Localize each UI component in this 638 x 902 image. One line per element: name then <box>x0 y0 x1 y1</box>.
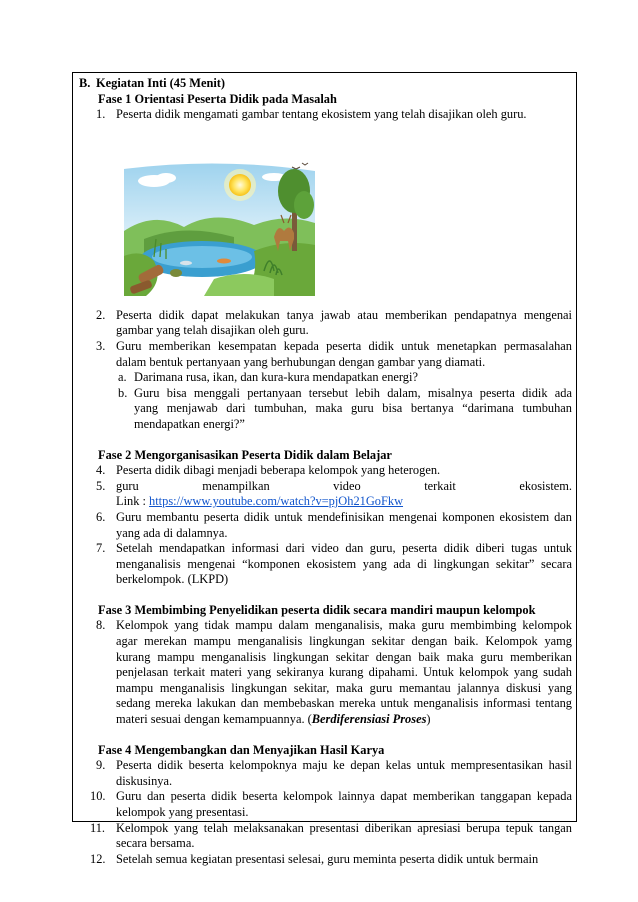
ecosystem-illustration <box>124 161 315 296</box>
sub-item-a: a. Darimana rusa, ikan, dan kura-kura mendapatkan energi? <box>118 370 418 385</box>
list-item-4: 4. Peserta didik dibagi menjadi beberapa kelompok yang heterogen. <box>96 463 441 478</box>
emphasis-text: Berdiferensiasi Proses <box>311 712 427 727</box>
list-item-9: 9. Peserta didik beserta kelompoknya maju ke depan kelas untuk mempresentasikan hasil diskusinya. <box>96 758 572 788</box>
list-item-10: 10. Guru dan peserta didik beserta kelompok lainnya dapat memberikan tanggapan kepada kelompok yang presentasi. <box>90 789 572 819</box>
list-item-11: 11. Kelompok yang telah melaksanakan presentasi diberikan apresiasi berupa tepuk tangan secara bersama. <box>90 820 572 851</box>
list-item-8: 8. Kelompok yang tidak mampu dalam menganalisis, maka guru membimbing kelompok agar merekan mampu menganalisis lingkungan sekitar dengan baik. Kelompok yamg kurang mampu menganalisis lingkungan sekitar dengan baik maka guru memberikan penjelasan terkait materi yang sekiranya kurang dipahami. Untuk kelompok yang sudah mampu menganalisis lingkungan sekitar, maka guru memantau jalannya diskusi yang sedang mereka lakukan dan membebaskan mereka untuk menganalisis informasi tentang materi sesuai dengan kemampuannya. (Berdiferensiasi Proses) <box>96 618 572 727</box>
section-label: B. <box>79 76 91 90</box>
video-link[interactable]: https://www.youtube.com/watch?v=pjOh21GoFkw <box>149 494 404 509</box>
section-title: Kegiatan Inti (45 Menit) <box>96 76 226 90</box>
list-item-1: 1. Peserta didik mengamati gambar tentang ekosistem yang telah disajikan oleh guru. <box>96 107 527 122</box>
list-item-12: 12. Setelah semua kegiatan presentasi selesai, guru meminta peserta didik untuk bermain <box>90 851 539 866</box>
fase3-title: Fase 3 Membimbing Penyelidikan peserta didik secara mandiri maupun kelompok <box>98 602 536 617</box>
kegiatan-content <box>76 76 572 867</box>
list-item-2: 2. Peserta didik dapat melakukan tanya jawab atau memberikan pendapatnya mengenai gambar yang telah disajikan oleh guru. <box>96 307 572 338</box>
list-item-7: 7. Setelah mendapatkan informasi dari video dan guru, peserta didik diberi tugas untuk menganalisis mengenai “komponen ekosistem yang ada di lingkungan sekitar” secara berkelompok. (LKPD) <box>96 541 572 587</box>
fase1-title: Fase 1 Orientasi Peserta Didik pada Masalah <box>98 91 337 106</box>
sub-item-b: b. Guru bisa menggali pertanyaan tersebut lebih dalam, misalnya peserta didik ada yang menjawab dari tumbuhan, maka guru bisa bertanya “darimana tumbuhan mendapatkan energi?” <box>118 385 572 431</box>
list-item-6: 6. Guru membantu peserta didik untuk mendefinisikan mengenai komponen ekosistem dan yang ada di dalamnya. <box>96 509 572 540</box>
list-item-3: 3. Guru memberikan kesempatan kepada peserta didik untuk menetapkan permasalahan dalam bentuk pertanyaan yang berhubungan dengan gambar yang diamati. <box>96 338 572 369</box>
fase2-title: Fase 2 Mengorganisasikan Peserta Didik dalam Belajar <box>98 447 392 462</box>
section-header <box>76 76 572 92</box>
list-item-5: 5. guru menampilkan video terkait ekosistem. Link : https://www.youtube.com/watch?v=pjOh21GoFkw <box>96 478 572 509</box>
kegiatan-table-cell <box>72 72 577 866</box>
fase4-title: Fase 4 Mengembangkan dan Menyajikan Hasil Karya <box>98 742 385 757</box>
video-link-line: Link : https://www.youtube.com/watch?v=pjOh21GoFkw <box>116 494 404 509</box>
